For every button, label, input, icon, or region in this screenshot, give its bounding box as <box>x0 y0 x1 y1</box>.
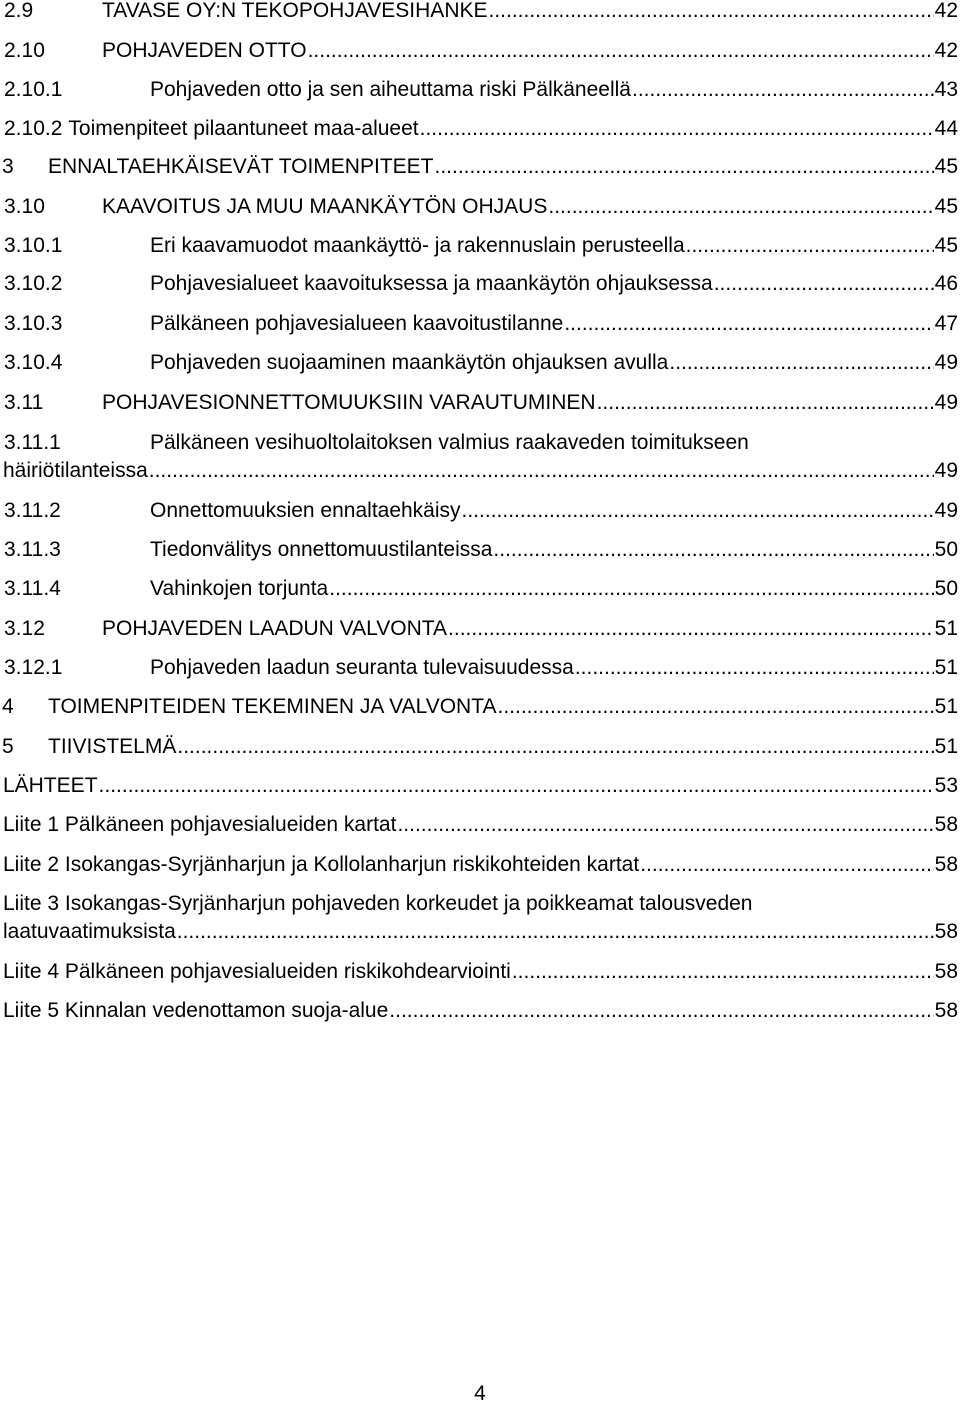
toc-entry-number: 4 <box>2 695 14 718</box>
toc-entry-page: 50 <box>934 577 958 600</box>
toc-entry-page: 49 <box>934 499 958 522</box>
toc-entry[interactable] <box>0 153 960 193</box>
toc-entry-page: 51 <box>934 735 958 758</box>
toc-dot-leader <box>397 811 933 839</box>
toc-entry-title: Liite 2 Isokangas-Syrjänharjun ja Kollolanharjun riskikohteiden kartat <box>3 853 640 876</box>
toc-dot-leader <box>497 693 933 721</box>
toc-entry-number: 2.10 <box>4 39 45 62</box>
toc-entry-title: ENNALTAEHKÄISEVÄT TOIMENPITEET <box>48 155 434 178</box>
toc-entry-title: Eri kaavamuodot maankäyttö- ja rakennuslain perusteella <box>150 234 685 257</box>
toc-entry-title: POHJAVESIONNETTOMUUKSIIN VARAUTUMINEN <box>102 391 596 414</box>
toc-entry[interactable] <box>0 270 960 310</box>
toc-entry-number: 3.11.2 <box>4 499 61 522</box>
toc-dot-leader <box>177 733 933 761</box>
toc-entry-title: POHJAVEDEN LAADUN VALVONTA <box>102 617 448 640</box>
toc-dot-leader <box>714 270 934 298</box>
toc-entry-title: Tiedonvälitys onnettomuustilanteissa <box>150 538 493 561</box>
toc-entry-page: 53 <box>934 774 958 797</box>
toc-entry-number: 3.10 <box>4 195 45 218</box>
toc-entry[interactable] <box>0 890 960 943</box>
toc-entry-number: 3.10.2 <box>4 272 63 295</box>
toc-entry[interactable] <box>0 193 960 233</box>
toc-entry-page: 51 <box>934 617 958 640</box>
toc-entry[interactable] <box>0 429 960 482</box>
toc-entry-title: Onnettomuuksien ennaltaehkäisy <box>150 499 461 522</box>
toc-entry-title: TIIVISTELMÄ <box>48 735 177 758</box>
toc-entry-title: KAAVOITUS JA MUU MAANKÄYTÖN OHJAUS <box>102 195 548 218</box>
toc-entry[interactable] <box>0 349 960 389</box>
toc-entry-title: Liite 4 Pälkäneen pohjavesialueiden riskikohdearviointi <box>3 960 511 983</box>
toc-entry-page: 42 <box>934 0 958 22</box>
toc-entry-number: 2.9 <box>4 0 34 22</box>
toc-dot-leader <box>548 193 933 221</box>
toc-entry-title: Pohjaveden suojaaminen maankäytön ohjauksen avulla <box>150 351 669 374</box>
toc-entry-number: 3.11.4 <box>4 577 61 600</box>
toc-entry-page: 43 <box>934 78 958 101</box>
toc-entry[interactable] <box>0 615 960 655</box>
toc-entry[interactable] <box>0 497 960 537</box>
toc-entry-page: 45 <box>934 234 958 257</box>
toc-entry-title: Toimenpiteet pilaantuneet maa-alueet <box>68 117 419 140</box>
toc-entry-title-continued: häiriötilanteissa <box>3 459 148 482</box>
toc-entry-page: 42 <box>934 39 958 62</box>
page-number: 4 <box>474 1382 486 1405</box>
toc-entry[interactable] <box>0 997 960 1037</box>
toc-entry-title: TOIMENPITEIDEN TEKEMINEN JA VALVONTA <box>48 695 497 718</box>
toc-entry-title: Vahinkojen torjunta <box>150 577 329 600</box>
toc-entry[interactable] <box>0 232 960 272</box>
toc-entry[interactable] <box>0 0 960 37</box>
toc-dot-leader <box>177 918 934 946</box>
toc-entry-page: 58 <box>934 960 958 983</box>
toc-entry[interactable] <box>0 693 960 733</box>
toc-entry-page: 47 <box>934 312 958 335</box>
toc-dot-leader <box>389 997 933 1025</box>
toc-entry[interactable] <box>0 536 960 576</box>
toc-dot-leader <box>575 654 934 682</box>
toc-entry-page: 46 <box>934 272 958 295</box>
toc-entry-title: Pälkäneen pohjavesialueen kaavoitustilanne <box>150 312 564 335</box>
toc-dot-leader <box>420 115 934 143</box>
toc-entry-title: Pohjaveden otto ja sen aiheuttama riski Pälkäneellä <box>150 78 631 101</box>
toc-entry-page: 44 <box>934 117 958 140</box>
toc-dot-leader <box>435 153 934 181</box>
toc-entry-page: 49 <box>934 391 958 414</box>
toc-dot-leader <box>493 536 933 564</box>
toc-entry[interactable] <box>0 37 960 77</box>
toc-entry-page: 51 <box>934 656 958 679</box>
toc-entry-number: 3.12.1 <box>4 656 63 679</box>
toc-entry-title: Liite 5 Kinnalan vedenottamon suoja-alue <box>3 999 389 1022</box>
toc-entry-title-continued: laatuvaatimuksista <box>3 920 176 943</box>
toc-entry[interactable] <box>0 733 960 773</box>
toc-entry-title: Liite 3 Isokangas-Syrjänharjun pohjaveden korkeudet ja poikkeamat talousveden <box>3 892 753 915</box>
toc-entry-number: 3.10.1 <box>4 234 63 257</box>
toc-entry-title: Pohjavesialueet kaavoituksessa ja maankäytön ohjauksessa <box>150 272 713 295</box>
toc-dot-leader <box>597 389 934 417</box>
toc-entry-number: 3.12 <box>4 617 45 640</box>
toc-entry-page: 49 <box>934 351 958 374</box>
toc-entry-number: 5 <box>2 735 14 758</box>
toc-entry-title: Pälkäneen vesihuoltolaitoksen valmius raakaveden toimitukseen <box>150 431 749 454</box>
toc-entry-number: 3.11.3 <box>4 538 61 561</box>
toc-entry-number: 3.11 <box>4 391 44 414</box>
toc-entry[interactable] <box>0 575 960 615</box>
toc-dot-leader <box>329 575 933 603</box>
toc-dot-leader <box>489 0 934 25</box>
toc-entry[interactable] <box>0 654 960 694</box>
toc-entry-title: TAVASE OY:N TEKOPOHJAVESIHANKE <box>102 0 488 22</box>
toc-entry-number: 2.10.1 <box>4 78 63 101</box>
toc-dot-leader <box>462 497 934 525</box>
toc-entry-page: 58 <box>934 813 958 836</box>
toc-entry-number: 3.10.3 <box>4 312 63 335</box>
toc-entry-page: 49 <box>934 459 958 482</box>
toc-dot-leader <box>640 851 933 879</box>
toc-entry-page: 58 <box>934 999 958 1022</box>
toc-entry[interactable] <box>0 115 960 155</box>
toc-entry-title: LÄHTEET <box>3 774 98 797</box>
toc-entry-page: 45 <box>934 195 958 218</box>
toc-entry[interactable] <box>0 389 960 429</box>
toc-dot-leader <box>99 772 934 800</box>
toc-entry-number: 3 <box>2 155 14 178</box>
toc-dot-leader <box>669 349 933 377</box>
toc-dot-leader <box>512 958 934 986</box>
toc-entry-page: 50 <box>934 538 958 561</box>
toc-entry-number: 3.11.1 <box>4 431 61 454</box>
toc-dot-leader <box>448 615 934 643</box>
toc-entry-number: 2.10.2 <box>4 117 63 140</box>
toc-entry-title: Pohjaveden laadun seuranta tulevaisuudessa <box>150 656 574 679</box>
toc-dot-leader <box>686 232 934 260</box>
toc-entry[interactable] <box>0 76 960 116</box>
toc-entry-page: 58 <box>934 920 958 943</box>
toc-entry-page: 51 <box>934 695 958 718</box>
toc-entry-page: 58 <box>934 853 958 876</box>
toc-entry[interactable] <box>0 811 960 851</box>
toc-entry[interactable] <box>0 851 960 891</box>
toc-dot-leader <box>308 37 934 65</box>
toc-dot-leader <box>149 457 934 485</box>
toc-entry-number: 3.10.4 <box>4 351 63 374</box>
toc-dot-leader <box>632 76 934 104</box>
toc-entry[interactable] <box>0 958 960 998</box>
toc-entry-title: POHJAVEDEN OTTO <box>102 39 307 62</box>
toc-entry[interactable] <box>0 310 960 350</box>
toc-entry-title: Liite 1 Pälkäneen pohjavesialueiden kartat <box>3 813 397 836</box>
toc-entry[interactable] <box>0 772 960 812</box>
toc-dot-leader <box>564 310 933 338</box>
toc-entry-page: 45 <box>934 155 958 178</box>
